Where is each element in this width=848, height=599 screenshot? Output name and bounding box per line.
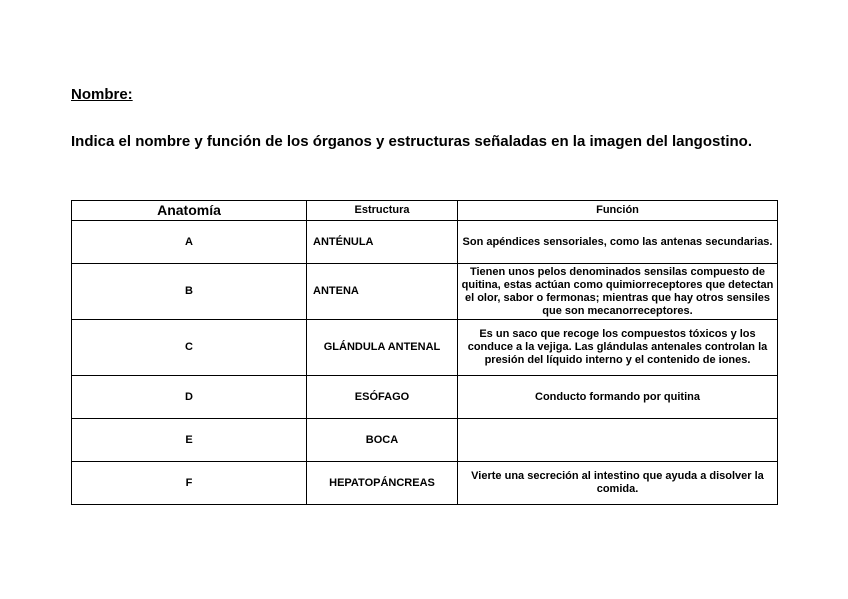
column-header-anatomia: Anatomía — [72, 201, 307, 221]
cell-estructura: ESÓFAGO — [307, 376, 458, 419]
nombre-label: Nombre: — [71, 86, 133, 103]
instruction-text: Indica el nombre y función de los órganos y estructuras señaladas en la imagen del langostino. — [71, 133, 753, 150]
cell-estructura: ANTENA — [307, 264, 458, 320]
cell-anatomia: C — [72, 320, 307, 376]
cell-anatomia: E — [72, 419, 307, 462]
table-header-row — [72, 201, 778, 221]
cell-funcion — [458, 419, 778, 462]
cell-funcion: Tienen unos pelos denominados sensilas compuesto de quitina, estas actúan como quimiorreceptores que detectan el olor, sabor o fermonas; mientras que hay otros sensiles que son mecanorreceptores. — [458, 264, 778, 320]
cell-funcion: Es un saco que recoge los compuestos tóxicos y los conduce a la vejiga. Las glándulas antenales controlan la presión del líquido interno y el contenido de iones. — [458, 320, 778, 376]
cell-estructura: BOCA — [307, 419, 458, 462]
cell-funcion: Vierte una secreción al intestino que ayuda a disolver la comida. — [458, 462, 778, 505]
table-row — [72, 419, 778, 462]
anatomy-table — [71, 200, 778, 505]
table-row — [72, 462, 778, 505]
cell-anatomia: B — [72, 264, 307, 320]
cell-estructura: GLÁNDULA ANTENAL — [307, 320, 458, 376]
cell-anatomia: F — [72, 462, 307, 505]
cell-estructura: HEPATOPÁNCREAS — [307, 462, 458, 505]
table-row — [72, 221, 778, 264]
table-row — [72, 264, 778, 320]
cell-anatomia: D — [72, 376, 307, 419]
cell-anatomia: A — [72, 221, 307, 264]
table-row — [72, 376, 778, 419]
cell-funcion: Son apéndices sensoriales, como las antenas secundarias. — [458, 221, 778, 264]
cell-estructura: ANTÉNULA — [307, 221, 458, 264]
column-header-estructura: Estructura — [307, 201, 458, 221]
cell-funcion: Conducto formando por quitina — [458, 376, 778, 419]
table-row — [72, 320, 778, 376]
column-header-funcion: Función — [458, 201, 778, 221]
